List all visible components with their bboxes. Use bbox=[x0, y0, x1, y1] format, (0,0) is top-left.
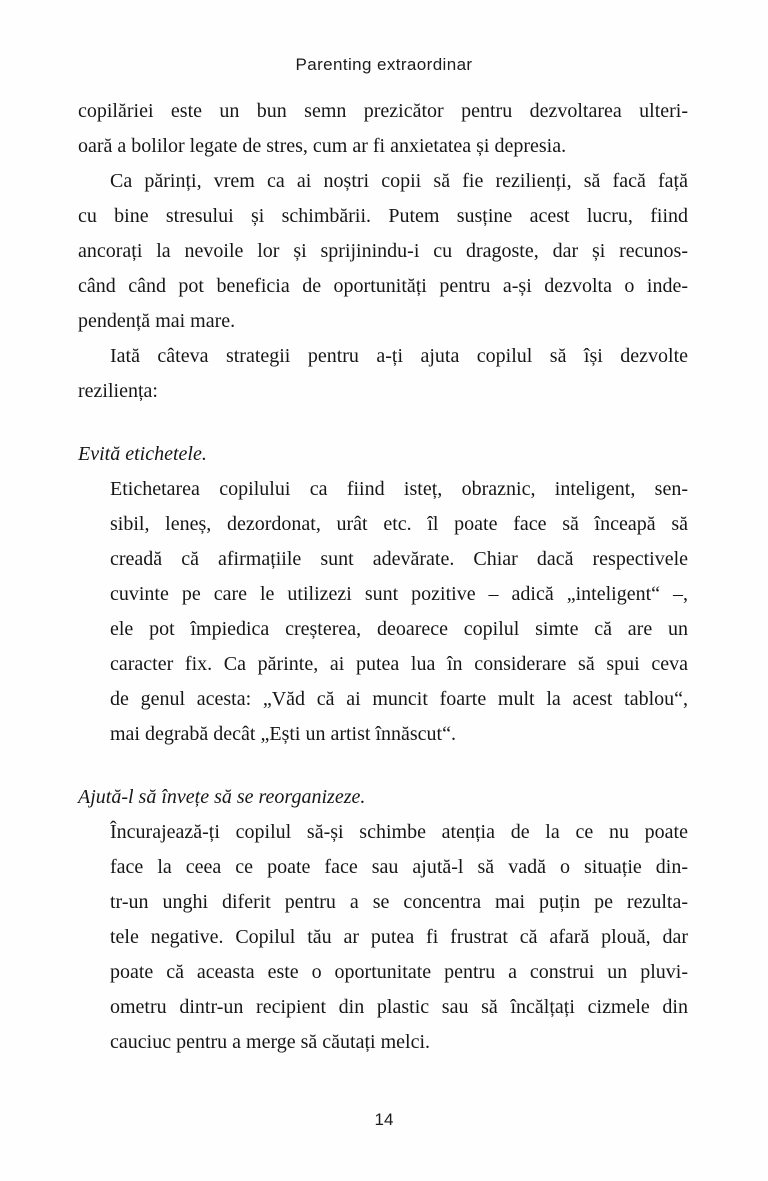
paragraph bbox=[78, 164, 688, 339]
paragraph bbox=[78, 94, 688, 164]
text-line: de genul acesta: „Văd că ai muncit foarte mult la acest tablou“, bbox=[110, 688, 688, 710]
text-line: pendență mai mare. bbox=[78, 310, 236, 332]
text-line: cauciuc pentru a merge să căutați melci. bbox=[110, 1031, 431, 1053]
paragraph bbox=[110, 815, 688, 1060]
text-line: Evită etichetele. bbox=[78, 443, 207, 465]
text-line: ancorați la nevoile lor și sprijinindu-i cu dragoste, dar și recunos- bbox=[78, 240, 688, 262]
text-line: cuvinte pe care le utilizezi sunt pozitive – adică „inteligent“ –, bbox=[110, 583, 688, 605]
text-line: Încurajează-ți copilul să-și schimbe atenția de la ce nu poate bbox=[110, 821, 688, 843]
section-heading bbox=[78, 780, 688, 815]
page-number: 14 bbox=[374, 1110, 394, 1129]
text-line: Etichetarea copilului ca fiind isteț, obraznic, inteligent, sen- bbox=[110, 478, 688, 500]
text-line: ele pot împiedica creșterea, deoarece copilul simte că are un bbox=[110, 618, 688, 640]
paragraph bbox=[78, 339, 688, 409]
text-line: mai degrabă decât „Ești un artist înnăscut“. bbox=[110, 723, 456, 745]
text-line: cu bine stresului și schimbării. Putem susține acest lucru, fiind bbox=[78, 205, 688, 227]
text-line: reziliența: bbox=[78, 380, 158, 402]
running-header-title: Parenting extraordinar bbox=[295, 55, 473, 74]
text-line: Iată câteva strategii pentru a-ți ajuta copilul să își dezvolte bbox=[110, 345, 688, 367]
text-line: caracter fix. Ca părinte, ai putea lua în considerare să spui ceva bbox=[110, 653, 688, 675]
paragraph bbox=[110, 472, 688, 752]
text-line: copilăriei este un bun semn prezicător pentru dezvoltarea ulteri- bbox=[78, 100, 688, 122]
text-line: creadă că afirmațiile sunt adevărate. Chiar dacă respectivele bbox=[110, 548, 688, 570]
text-line: sibil, leneș, dezordonat, urât etc. îl poate face să înceapă să bbox=[110, 513, 688, 535]
text-line: poate că aceasta este o oportunitate pentru a construi un pluvi- bbox=[110, 961, 688, 983]
text-line: oară a bolilor legate de stres, cum ar fi anxietatea și depresia. bbox=[78, 135, 567, 157]
page-body-text bbox=[78, 94, 688, 1060]
text-line: Ajută-l să învețe să se reorganizeze. bbox=[78, 786, 366, 808]
text-line: ometru dintr-un recipient din plastic sau să încălțați cizmele din bbox=[110, 996, 688, 1018]
text-line: când când pot beneficia de oportunități pentru a-și dezvolta o inde- bbox=[78, 275, 688, 297]
text-line: face la ceea ce poate face sau ajută-l să vadă o situație din- bbox=[110, 856, 688, 878]
text-line: tr-un unghi diferit pentru a se concentra mai puțin pe rezulta- bbox=[110, 891, 688, 913]
text-line: tele negative. Copilul tău ar putea fi frustrat că afară plouă, dar bbox=[110, 926, 688, 948]
section-heading bbox=[78, 437, 688, 472]
text-line: Ca părinți, vrem ca ai noștri copii să fie rezilienți, să facă față bbox=[110, 170, 688, 192]
